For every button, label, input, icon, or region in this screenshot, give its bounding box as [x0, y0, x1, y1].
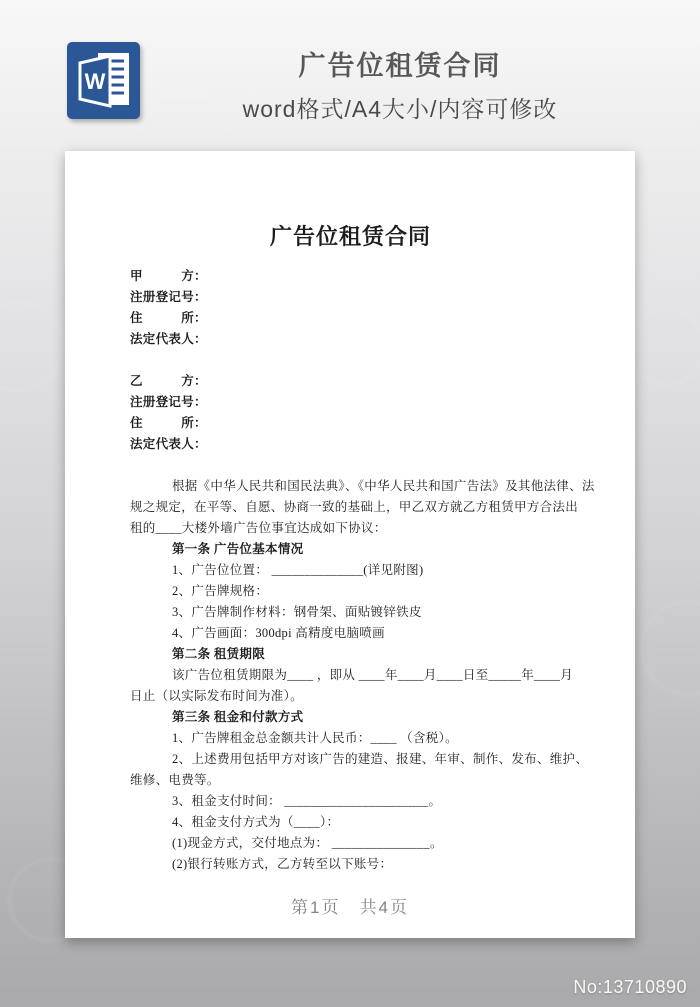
page-number-indicator: 第1页 共4页 [291, 898, 409, 917]
template-title: 广告位租赁合同 [298, 51, 502, 81]
watermark-swirl [0, 300, 64, 392]
document-title: 广告位租赁合同 [269, 224, 431, 249]
doc-line: 2、上述费用包括甲方对该广告的建造、报建、年审、制作、发布、维护、 [172, 752, 589, 766]
doc-line [130, 350, 571, 371]
doc-line: 租的____大楼外墙广告位事宜达成如下协议： [130, 521, 387, 535]
doc-line: 4、租金支付方式为（____）： [172, 815, 340, 829]
doc-line: 法定代表人： [130, 332, 207, 346]
doc-line [130, 455, 571, 476]
doc-line: 维修、电费等。 [130, 773, 220, 787]
doc-line: 规之规定，在平等、自愿、协商一致的基础上，甲乙双方就乙方租赁甲方合法出 [130, 500, 579, 514]
template-subtitle: word格式/A4大小/内容可修改 [242, 96, 558, 122]
doc-line: 3、租金支付时间： ______________________。 [172, 794, 442, 808]
doc-line: (2)银行转账方式，乙方转至以下账号： [172, 857, 393, 871]
doc-line: 1、广告位位置： ______________(详见附图) [172, 563, 424, 577]
watermark-swirl [640, 600, 700, 696]
word-file-icon [67, 42, 140, 119]
doc-line: 法定代表人： [130, 437, 207, 451]
doc-line: 注册登记号： [130, 290, 207, 304]
word-icon-letter: W [84, 69, 106, 94]
doc-line: 第一条 广告位基本情况 [172, 542, 304, 556]
watermark-swirl [628, 308, 700, 386]
doc-lines [130, 266, 595, 875]
doc-line: 第三条 租金和付款方式 [172, 710, 304, 724]
doc-line: 日止（以实际发布时间为准）。 [130, 689, 303, 703]
doc-line: (1)现金方式，交付地点为： _______________。 [172, 836, 443, 850]
stock-number-label: No:13710890 [573, 977, 687, 997]
document-page-preview [65, 151, 635, 938]
doc-line: 2、广告牌规格： [172, 584, 269, 598]
doc-line: 乙 方： [130, 374, 207, 388]
doc-line: 3、广告牌制作材料：钢骨架、面贴镀锌铁皮 [172, 605, 422, 619]
doc-line: 第二条 租赁期限 [172, 647, 266, 661]
doc-line: 根据《中华人民共和国民法典》、《中华人民共和国广告法》及其他法律、法 [172, 479, 595, 493]
word-icon-graphic [67, 42, 140, 119]
doc-line: 1、广告牌租金总金额共计人民币：____ （含税）。 [172, 731, 458, 745]
doc-line: 甲 方： [130, 269, 207, 283]
doc-line: 4、广告画面：300dpi 高精度电脑喷画 [172, 626, 385, 640]
document-content [65, 151, 635, 875]
doc-line: 该广告位租赁期限为____ ，即从 ____年____月____日至_____年____月 [172, 668, 574, 682]
header [0, 0, 700, 135]
doc-line: 住 所： [130, 311, 207, 325]
doc-line: 住 所： [130, 416, 207, 430]
doc-line: 注册登记号： [130, 395, 207, 409]
